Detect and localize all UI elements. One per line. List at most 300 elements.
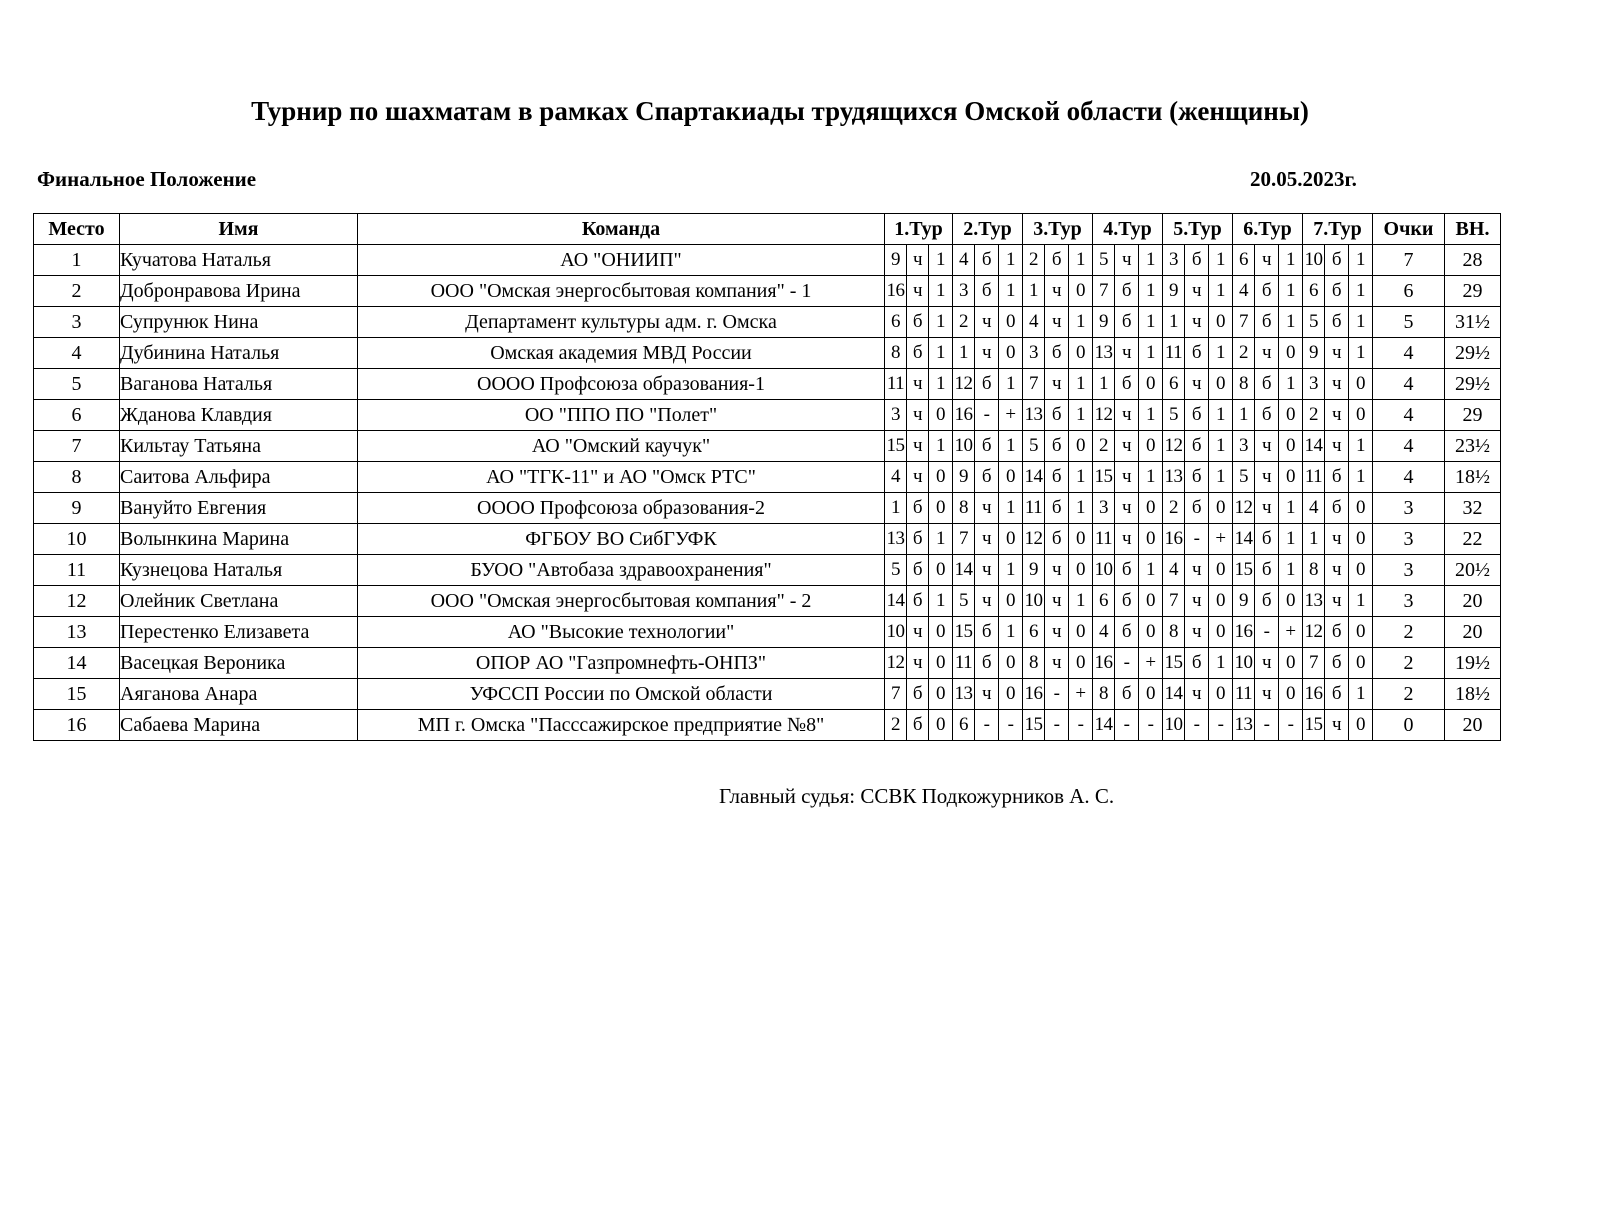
table-row (34, 679, 1501, 710)
round-1-opponent-cell: 9 (885, 245, 907, 276)
round-1-color-cell: ч (907, 245, 929, 276)
round-1-opponent-cell: 3 (885, 400, 907, 431)
round-5-opponent-cell: 11 (1163, 338, 1185, 369)
round-3-opponent-cell: 3 (1023, 338, 1045, 369)
team-cell: МП г. Омска "Пасссажирское предприятие №8" (358, 710, 885, 741)
round-1-opponent-cell: 15 (885, 431, 907, 462)
round-5-result-cell: 1 (1209, 431, 1233, 462)
round-6-opponent-cell: 4 (1233, 276, 1255, 307)
round-4-opponent-cell: 5 (1093, 245, 1115, 276)
round-6-opponent-cell: 12 (1233, 493, 1255, 524)
round-1-opponent-cell: 12 (885, 648, 907, 679)
buchholz-cell: 29 (1445, 400, 1501, 431)
round-5-result-cell: 1 (1209, 338, 1233, 369)
round-2-color-cell: б (975, 648, 999, 679)
name-cell: Аяганова Анара (120, 679, 358, 710)
name-cell: Кильтау Татьяна (120, 431, 358, 462)
round-5-color-cell: б (1185, 462, 1209, 493)
round-7-color-cell: б (1325, 617, 1349, 648)
round-1-color-cell: б (907, 493, 929, 524)
round-4-color-cell: б (1115, 307, 1139, 338)
round-3-color-cell: б (1045, 524, 1069, 555)
round-3-opponent-cell: 12 (1023, 524, 1045, 555)
round-1-color-cell: б (907, 307, 929, 338)
buchholz-cell: 18½ (1445, 679, 1501, 710)
round-5-result-cell: 0 (1209, 617, 1233, 648)
round-7-color-cell: ч (1325, 555, 1349, 586)
round-5-opponent-cell: 3 (1163, 245, 1185, 276)
points-cell: 2 (1373, 648, 1445, 679)
round-6-color-cell: б (1255, 524, 1279, 555)
round-5-color-cell: б (1185, 400, 1209, 431)
tournament-date: 20.05.2023г. (1250, 167, 1357, 191)
table-row (34, 338, 1501, 369)
team-cell: ООО "Омская энергосбытовая компания" - 1 (358, 276, 885, 307)
round-2-color-cell: б (975, 369, 999, 400)
name-cell: Вануйто Евгения (120, 493, 358, 524)
round-1-color-cell: б (907, 679, 929, 710)
round-6-result-cell: - (1279, 710, 1303, 741)
name-cell: Кучатова Наталья (120, 245, 358, 276)
round-2-result-cell: 0 (999, 462, 1023, 493)
team-cell: ООО "Омская энергосбытовая компания" - 2 (358, 586, 885, 617)
header-name: Имя (120, 214, 358, 245)
round-5-color-cell: ч (1185, 617, 1209, 648)
team-cell: Департамент культуры адм. г. Омска (358, 307, 885, 338)
round-2-opponent-cell: 4 (953, 245, 975, 276)
round-2-result-cell: 0 (999, 679, 1023, 710)
round-1-result-cell: 0 (929, 400, 953, 431)
round-7-result-cell: 1 (1349, 338, 1373, 369)
round-7-result-cell: 0 (1349, 648, 1373, 679)
round-5-color-cell: - (1185, 524, 1209, 555)
round-1-result-cell: 0 (929, 617, 953, 648)
round-5-color-cell: ч (1185, 679, 1209, 710)
round-4-color-cell: ч (1115, 431, 1139, 462)
round-2-result-cell: + (999, 400, 1023, 431)
round-2-color-cell: б (975, 245, 999, 276)
name-cell: Добронравова Ирина (120, 276, 358, 307)
round-6-color-cell: б (1255, 307, 1279, 338)
round-2-color-cell: б (975, 617, 999, 648)
round-1-result-cell: 1 (929, 338, 953, 369)
round-1-result-cell: 0 (929, 679, 953, 710)
round-6-color-cell: б (1255, 276, 1279, 307)
table-row (34, 648, 1501, 679)
round-6-result-cell: 1 (1279, 245, 1303, 276)
round-7-opponent-cell: 12 (1303, 617, 1325, 648)
place-cell: 15 (34, 679, 120, 710)
header-team: Команда (358, 214, 885, 245)
round-2-color-cell: ч (975, 524, 999, 555)
round-1-result-cell: 0 (929, 493, 953, 524)
place-cell: 16 (34, 710, 120, 741)
round-3-opponent-cell: 13 (1023, 400, 1045, 431)
round-7-color-cell: ч (1325, 338, 1349, 369)
round-3-opponent-cell: 6 (1023, 617, 1045, 648)
round-7-color-cell: б (1325, 276, 1349, 307)
team-cell: АО "Высокие технологии" (358, 617, 885, 648)
round-5-opponent-cell: 16 (1163, 524, 1185, 555)
round-4-color-cell: ч (1115, 400, 1139, 431)
round-1-opponent-cell: 13 (885, 524, 907, 555)
name-cell: Олейник Светлана (120, 586, 358, 617)
round-2-color-cell: ч (975, 586, 999, 617)
round-3-color-cell: б (1045, 431, 1069, 462)
round-1-color-cell: ч (907, 617, 929, 648)
round-3-result-cell: 1 (1069, 245, 1093, 276)
team-cell: АО "Омский каучук" (358, 431, 885, 462)
round-4-color-cell: б (1115, 679, 1139, 710)
place-cell: 9 (34, 493, 120, 524)
round-6-result-cell: 1 (1279, 276, 1303, 307)
points-cell: 4 (1373, 431, 1445, 462)
buchholz-cell: 23½ (1445, 431, 1501, 462)
round-2-opponent-cell: 8 (953, 493, 975, 524)
round-3-opponent-cell: 9 (1023, 555, 1045, 586)
team-cell: ОО "ППО ПО "Полет" (358, 400, 885, 431)
header-points: Очки (1373, 214, 1445, 245)
round-5-color-cell: ч (1185, 586, 1209, 617)
round-6-opponent-cell: 8 (1233, 369, 1255, 400)
round-7-result-cell: 1 (1349, 245, 1373, 276)
points-cell: 4 (1373, 338, 1445, 369)
round-7-color-cell: б (1325, 245, 1349, 276)
round-6-opponent-cell: 3 (1233, 431, 1255, 462)
round-4-color-cell: ч (1115, 338, 1139, 369)
round-6-result-cell: 0 (1279, 338, 1303, 369)
round-5-color-cell: ч (1185, 276, 1209, 307)
round-7-result-cell: 0 (1349, 524, 1373, 555)
round-2-result-cell: - (999, 710, 1023, 741)
round-3-color-cell: ч (1045, 586, 1069, 617)
round-3-opponent-cell: 16 (1023, 679, 1045, 710)
chief-judge: Главный судья: ССВК Подкожурников А. С. (719, 784, 1115, 808)
round-6-result-cell: 0 (1279, 648, 1303, 679)
round-4-result-cell: 1 (1139, 338, 1163, 369)
round-1-result-cell: 0 (929, 648, 953, 679)
points-cell: 6 (1373, 276, 1445, 307)
points-cell: 2 (1373, 617, 1445, 648)
round-5-color-cell: б (1185, 493, 1209, 524)
round-6-color-cell: б (1255, 400, 1279, 431)
round-2-opponent-cell: 1 (953, 338, 975, 369)
round-7-opponent-cell: 14 (1303, 431, 1325, 462)
round-3-color-cell: - (1045, 710, 1069, 741)
round-6-opponent-cell: 9 (1233, 586, 1255, 617)
table-row (34, 555, 1501, 586)
table-row (34, 493, 1501, 524)
round-1-opponent-cell: 6 (885, 307, 907, 338)
round-4-result-cell: 1 (1139, 276, 1163, 307)
round-5-opponent-cell: 10 (1163, 710, 1185, 741)
team-cell: АО "ТГК-11" и АО "Омск РТС" (358, 462, 885, 493)
team-cell: ОПОР АО "Газпромнефть-ОНПЗ" (358, 648, 885, 679)
round-5-opponent-cell: 9 (1163, 276, 1185, 307)
round-5-color-cell: б (1185, 431, 1209, 462)
round-4-opponent-cell: 11 (1093, 524, 1115, 555)
round-6-result-cell: + (1279, 617, 1303, 648)
round-3-result-cell: 1 (1069, 307, 1093, 338)
points-cell: 3 (1373, 524, 1445, 555)
round-5-result-cell: 0 (1209, 679, 1233, 710)
team-cell: Омская академия МВД России (358, 338, 885, 369)
round-1-color-cell: ч (907, 431, 929, 462)
round-5-color-cell: б (1185, 245, 1209, 276)
round-1-color-cell: б (907, 710, 929, 741)
round-6-opponent-cell: 13 (1233, 710, 1255, 741)
round-2-result-cell: 1 (999, 431, 1023, 462)
round-1-opponent-cell: 7 (885, 679, 907, 710)
round-1-color-cell: ч (907, 462, 929, 493)
round-4-opponent-cell: 1 (1093, 369, 1115, 400)
points-cell: 4 (1373, 400, 1445, 431)
round-6-opponent-cell: 6 (1233, 245, 1255, 276)
points-cell: 3 (1373, 586, 1445, 617)
buchholz-cell: 32 (1445, 493, 1501, 524)
place-cell: 8 (34, 462, 120, 493)
round-3-color-cell: б (1045, 493, 1069, 524)
round-5-result-cell: 1 (1209, 400, 1233, 431)
round-4-result-cell: 1 (1139, 462, 1163, 493)
round-3-opponent-cell: 2 (1023, 245, 1045, 276)
buchholz-cell: 18½ (1445, 462, 1501, 493)
round-3-opponent-cell: 11 (1023, 493, 1045, 524)
round-3-color-cell: б (1045, 400, 1069, 431)
round-7-color-cell: ч (1325, 710, 1349, 741)
team-cell: УФССП России по Омской области (358, 679, 885, 710)
round-2-opponent-cell: 9 (953, 462, 975, 493)
place-cell: 3 (34, 307, 120, 338)
round-5-opponent-cell: 7 (1163, 586, 1185, 617)
round-3-result-cell: 1 (1069, 586, 1093, 617)
round-2-color-cell: б (975, 276, 999, 307)
round-4-color-cell: б (1115, 617, 1139, 648)
round-7-opponent-cell: 6 (1303, 276, 1325, 307)
round-5-opponent-cell: 15 (1163, 648, 1185, 679)
table-header-row (34, 214, 1501, 245)
round-1-opponent-cell: 5 (885, 555, 907, 586)
round-5-opponent-cell: 4 (1163, 555, 1185, 586)
points-cell: 7 (1373, 245, 1445, 276)
round-3-color-cell: б (1045, 338, 1069, 369)
round-7-result-cell: 0 (1349, 493, 1373, 524)
round-6-color-cell: ч (1255, 493, 1279, 524)
round-7-color-cell: ч (1325, 369, 1349, 400)
round-3-result-cell: - (1069, 710, 1093, 741)
round-6-result-cell: 1 (1279, 555, 1303, 586)
round-1-result-cell: 0 (929, 710, 953, 741)
header-round-1: 1.Тур (885, 214, 953, 245)
round-6-color-cell: - (1255, 710, 1279, 741)
table-row (34, 586, 1501, 617)
round-4-opponent-cell: 7 (1093, 276, 1115, 307)
round-6-result-cell: 0 (1279, 462, 1303, 493)
round-6-color-cell: ч (1255, 679, 1279, 710)
round-3-color-cell: ч (1045, 648, 1069, 679)
points-cell: 4 (1373, 369, 1445, 400)
header-round-3: 3.Тур (1023, 214, 1093, 245)
round-3-opponent-cell: 10 (1023, 586, 1045, 617)
round-3-color-cell: ч (1045, 307, 1069, 338)
round-3-opponent-cell: 4 (1023, 307, 1045, 338)
round-6-opponent-cell: 7 (1233, 307, 1255, 338)
round-4-opponent-cell: 9 (1093, 307, 1115, 338)
round-5-result-cell: 0 (1209, 555, 1233, 586)
round-3-color-cell: ч (1045, 555, 1069, 586)
buchholz-cell: 28 (1445, 245, 1501, 276)
round-5-color-cell: б (1185, 338, 1209, 369)
round-6-result-cell: 0 (1279, 400, 1303, 431)
round-6-color-cell: ч (1255, 245, 1279, 276)
round-1-color-cell: ч (907, 369, 929, 400)
buchholz-cell: 29 (1445, 276, 1501, 307)
round-3-result-cell: 0 (1069, 524, 1093, 555)
round-5-color-cell: ч (1185, 307, 1209, 338)
round-5-result-cell: + (1209, 524, 1233, 555)
table-row (34, 400, 1501, 431)
round-4-opponent-cell: 3 (1093, 493, 1115, 524)
round-1-color-cell: б (907, 524, 929, 555)
round-1-color-cell: б (907, 555, 929, 586)
round-1-result-cell: 1 (929, 245, 953, 276)
table-row (34, 617, 1501, 648)
round-4-opponent-cell: 15 (1093, 462, 1115, 493)
round-4-color-cell: - (1115, 648, 1139, 679)
place-cell: 6 (34, 400, 120, 431)
round-4-result-cell: 0 (1139, 431, 1163, 462)
name-cell: Саитова Альфира (120, 462, 358, 493)
place-cell: 7 (34, 431, 120, 462)
round-2-result-cell: 0 (999, 307, 1023, 338)
round-7-opponent-cell: 11 (1303, 462, 1325, 493)
round-7-color-cell: ч (1325, 586, 1349, 617)
round-7-opponent-cell: 16 (1303, 679, 1325, 710)
round-2-color-cell: ч (975, 555, 999, 586)
round-4-color-cell: ч (1115, 245, 1139, 276)
table-row (34, 276, 1501, 307)
buchholz-cell: 31½ (1445, 307, 1501, 338)
round-1-opponent-cell: 11 (885, 369, 907, 400)
round-6-result-cell: 1 (1279, 524, 1303, 555)
buchholz-cell: 22 (1445, 524, 1501, 555)
team-cell: БУОО "Автобаза здравоохранения" (358, 555, 885, 586)
round-2-opponent-cell: 3 (953, 276, 975, 307)
round-7-result-cell: 0 (1349, 369, 1373, 400)
round-1-result-cell: 1 (929, 276, 953, 307)
round-5-color-cell: - (1185, 710, 1209, 741)
round-1-opponent-cell: 16 (885, 276, 907, 307)
round-7-color-cell: ч (1325, 524, 1349, 555)
name-cell: Васецкая Вероника (120, 648, 358, 679)
buchholz-cell: 20 (1445, 710, 1501, 741)
place-cell: 13 (34, 617, 120, 648)
round-7-opponent-cell: 3 (1303, 369, 1325, 400)
round-4-result-cell: 1 (1139, 555, 1163, 586)
round-4-result-cell: 0 (1139, 586, 1163, 617)
round-2-color-cell: - (975, 400, 999, 431)
buchholz-cell: 29½ (1445, 338, 1501, 369)
round-2-color-cell: ч (975, 679, 999, 710)
round-4-color-cell: б (1115, 586, 1139, 617)
round-5-opponent-cell: 12 (1163, 431, 1185, 462)
round-5-result-cell: - (1209, 710, 1233, 741)
name-cell: Перестенко Елизавета (120, 617, 358, 648)
round-4-result-cell: 0 (1139, 617, 1163, 648)
round-5-opponent-cell: 13 (1163, 462, 1185, 493)
round-6-color-cell: б (1255, 555, 1279, 586)
round-4-result-cell: 0 (1139, 679, 1163, 710)
round-4-color-cell: ч (1115, 493, 1139, 524)
name-cell: Дубинина Наталья (120, 338, 358, 369)
round-3-opponent-cell: 14 (1023, 462, 1045, 493)
round-4-opponent-cell: 14 (1093, 710, 1115, 741)
points-cell: 0 (1373, 710, 1445, 741)
round-3-result-cell: 1 (1069, 400, 1093, 431)
round-1-opponent-cell: 2 (885, 710, 907, 741)
points-cell: 3 (1373, 555, 1445, 586)
points-cell: 5 (1373, 307, 1445, 338)
round-1-color-cell: б (907, 586, 929, 617)
round-7-result-cell: 1 (1349, 307, 1373, 338)
round-6-result-cell: 0 (1279, 679, 1303, 710)
round-5-color-cell: б (1185, 648, 1209, 679)
round-5-color-cell: ч (1185, 555, 1209, 586)
round-7-result-cell: 0 (1349, 555, 1373, 586)
round-7-result-cell: 1 (1349, 276, 1373, 307)
round-4-result-cell: 1 (1139, 245, 1163, 276)
round-1-result-cell: 1 (929, 586, 953, 617)
table-row (34, 431, 1501, 462)
round-2-opponent-cell: 5 (953, 586, 975, 617)
standings-subtitle: Финальное Положение (37, 167, 257, 191)
buchholz-cell: 19½ (1445, 648, 1501, 679)
round-6-color-cell: б (1255, 586, 1279, 617)
name-cell: Супрунюк Нина (120, 307, 358, 338)
place-cell: 1 (34, 245, 120, 276)
round-4-opponent-cell: 4 (1093, 617, 1115, 648)
round-3-opponent-cell: 5 (1023, 431, 1045, 462)
round-1-result-cell: 1 (929, 369, 953, 400)
points-cell: 3 (1373, 493, 1445, 524)
round-3-result-cell: 0 (1069, 431, 1093, 462)
round-7-opponent-cell: 7 (1303, 648, 1325, 679)
round-7-opponent-cell: 9 (1303, 338, 1325, 369)
round-2-opponent-cell: 15 (953, 617, 975, 648)
table-row (34, 307, 1501, 338)
round-7-opponent-cell: 5 (1303, 307, 1325, 338)
round-5-result-cell: 0 (1209, 586, 1233, 617)
round-7-color-cell: ч (1325, 400, 1349, 431)
round-7-opponent-cell: 13 (1303, 586, 1325, 617)
round-3-result-cell: 0 (1069, 648, 1093, 679)
header-round-7: 7.Тур (1303, 214, 1373, 245)
round-4-opponent-cell: 2 (1093, 431, 1115, 462)
round-5-result-cell: 0 (1209, 493, 1233, 524)
round-4-result-cell: 1 (1139, 400, 1163, 431)
round-6-opponent-cell: 5 (1233, 462, 1255, 493)
round-2-result-cell: 1 (999, 493, 1023, 524)
round-3-opponent-cell: 15 (1023, 710, 1045, 741)
round-6-opponent-cell: 14 (1233, 524, 1255, 555)
round-7-color-cell: б (1325, 307, 1349, 338)
round-2-opponent-cell: 11 (953, 648, 975, 679)
round-4-opponent-cell: 12 (1093, 400, 1115, 431)
round-7-opponent-cell: 4 (1303, 493, 1325, 524)
round-5-result-cell: 0 (1209, 307, 1233, 338)
name-cell: Ваганова Наталья (120, 369, 358, 400)
round-6-color-cell: ч (1255, 648, 1279, 679)
